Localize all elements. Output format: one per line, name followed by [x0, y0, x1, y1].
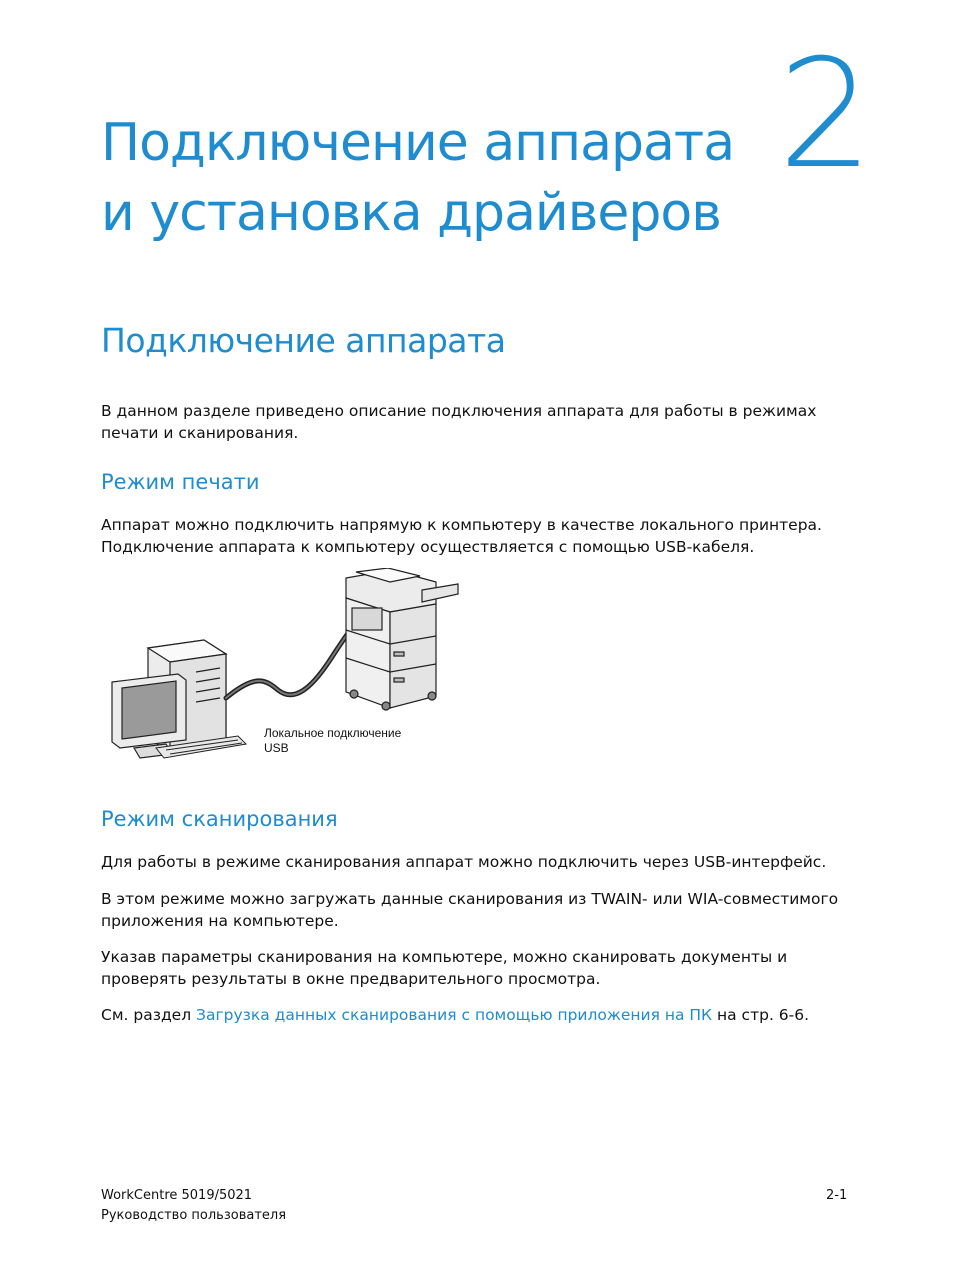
chapter-title [101, 108, 751, 248]
footer-page-number: 2-1 [826, 1188, 848, 1203]
scan-mode-p2: В этом режиме можно загружать данные сканирования из TWAIN- или WIA-совместимого приложения на компьютере. [101, 890, 839, 930]
reference-prefix: См. раздел [101, 1006, 197, 1024]
reference-link[interactable]: Загрузка данных сканирования с помощью приложения на ПК [196, 1006, 713, 1024]
footer-guide: Руководство пользователя [101, 1208, 287, 1223]
print-mode-text: Аппарат можно подключить напрямую к компьютеру в качестве локального принтера. Подключение аппарата к компьютеру осуществляется с помощью USB-кабеля. [101, 516, 822, 556]
scan-mode-reference [101, 1004, 846, 1026]
section-title: Подключение аппарата [101, 321, 506, 360]
scan-mode-p3: Указав параметры сканирования на компьютере, можно сканировать документы и проверять результаты в окне предварительного просмотра. [101, 948, 788, 988]
figure-label [264, 726, 434, 756]
figure-label-line1: Локальное подключение [264, 726, 402, 740]
printer-icon [346, 568, 458, 710]
footer-product: WorkCentre 5019/5021 [101, 1188, 253, 1203]
usb-cable [226, 628, 352, 698]
footer-left [101, 1186, 286, 1226]
chapter-title-line2: и установка драйверов [101, 183, 721, 243]
reference-suffix: на стр. 6-6. [712, 1006, 810, 1024]
figure-label-line2: USB [264, 741, 289, 755]
chapter-number: 2 [778, 28, 874, 202]
chapter-title-line1: Подключение аппарата [101, 113, 735, 173]
scan-mode-p1: Для работы в режиме сканирования аппарат можно подключить через USB-интерфейс. [101, 853, 827, 871]
print-mode-heading: Режим печати [101, 470, 260, 494]
section-intro: В данном разделе приведено описание подключения аппарата для работы в режимах печати и сканирования. [101, 402, 817, 442]
scan-mode-heading: Режим сканирования [101, 807, 338, 831]
